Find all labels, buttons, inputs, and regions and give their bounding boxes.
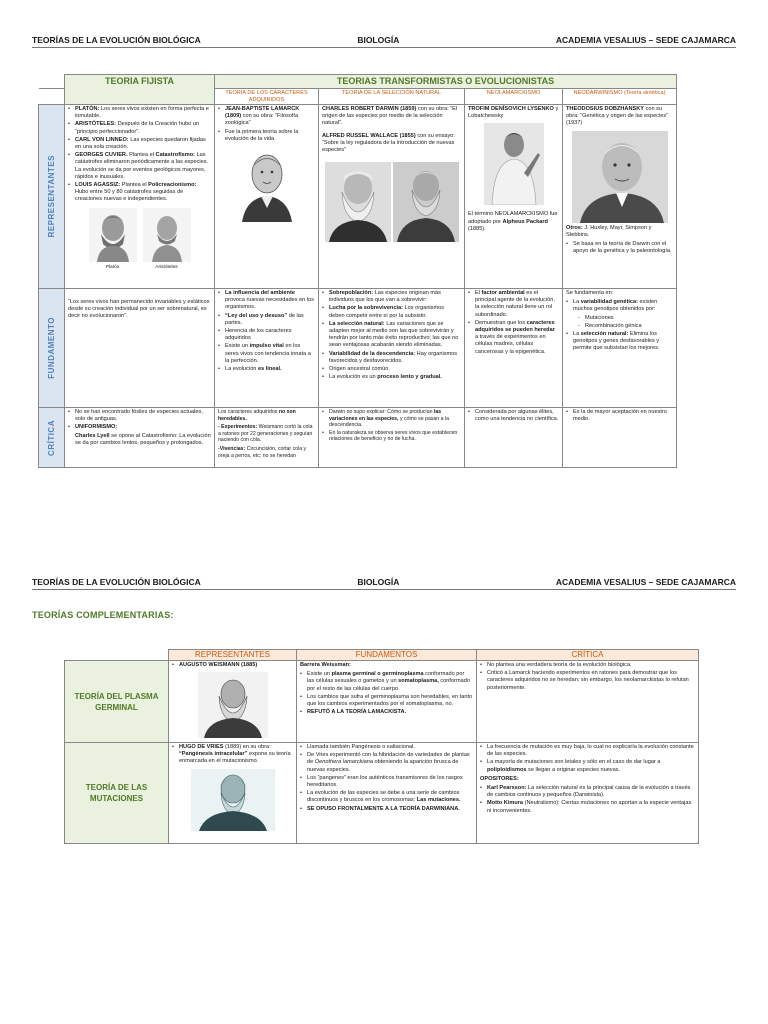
aristotle-portrait: [143, 208, 191, 271]
lamarck-image: [232, 146, 302, 222]
list-item: • El factor ambiental es el principal agente de la evolución, la selección natural tiene un rol subordinado.: [468, 290, 559, 319]
lamarck-subheading: TEORIA DE LOS CARACTERES ADQUIRIDOS: [215, 89, 319, 105]
fijista-heading: TEORIA FIJISTA: [65, 75, 215, 105]
header-title: TEORÍAS DE LA EVOLUCIÓN BIOLÓGICA: [32, 577, 201, 587]
darwin-representantes: CHARLES ROBERT DARWIN (1859) con su obra: “El origen de las especies por medio de la selección natural”. ALFRED RUSSEL WALLACE (1855) con su ensayo: “Sobre la ley reguladora de la introducción de nuevas especies”: [319, 105, 465, 289]
lamarck-portrait: [218, 146, 315, 222]
plasma-germinal-row: [65, 661, 699, 743]
header-subject: BIOLOGÍA: [357, 35, 400, 45]
devries-image: [191, 769, 275, 831]
transformistas-heading: TEORIAS TRANSFORMISTAS O EVOLUCIONISTAS: [215, 75, 677, 89]
dobzhansky-image: [572, 131, 668, 223]
fundamento-row: [39, 289, 677, 408]
list-item: • Lucha por la sobrevivencia: Los organismos deben competir entre sí por la subsistir.: [322, 305, 461, 319]
list-item: • Karl Pearsson: La selección natural es la principal causa de la evolución a través de cambios continuos y pequeños (Darwinista).: [480, 785, 695, 799]
list-item: • PLATÓN: Los seres vivos existen en forma perfecta e inmutable.: [68, 106, 211, 120]
neolamarckismo-fundamento: [465, 289, 563, 408]
mutaciones-row: [65, 743, 699, 844]
list-item: • La frecuencia de mutación es muy baja, lo cual no explicaría la evolución constante de las especies.: [480, 744, 695, 758]
list-item: • GEORGES CUVIER. Plantea el Catastrofismo: Las catástrofes eliminaron periódicamente a las especies. La evolución se da por eventos geológicos mayores, rápidos e inusuales.: [68, 152, 211, 181]
neolamarckismo-representantes: TROFIM DENÍSOVICH LYSENKO y Lobatchewsky El término NEOLAMARCKISMO fue adoptado por Alpheus Packard (1885).: [465, 105, 563, 289]
theory-plasma-germinal: TEORÍA DEL PLASMA GERMINAL: [65, 661, 169, 743]
page-header: [32, 32, 736, 48]
dobzhansky-portrait: [566, 131, 673, 223]
list-item: • Demuestran que los caracteres adquiridos se pueden heredar a través de experimentos en células madres, células cancerosas y la epigenética.: [468, 320, 559, 356]
fijista-portraits: [68, 208, 211, 271]
list-item: • Existe un plasma germinal o germinoplasma conformado por las células sexuales o gametos y un somatoplasma, conformado por el resto de las células del cuerpo.: [300, 671, 473, 693]
bust-plato-image: [89, 208, 137, 262]
list-item: • Origen ancestral común.: [322, 366, 461, 373]
list-item: • ARISTÓTELES: Después de la Creación hubo un “principio perfeccionador”.: [68, 121, 211, 135]
header-title: TEORÍAS DE LA EVOLUCIÓN BIOLÓGICA: [32, 35, 201, 45]
list-item: • No plantea una verdadera teoría de la evolución biológica.: [480, 662, 695, 669]
plasma-critica: [477, 661, 699, 743]
list-item: • LOUIS AGASSIZ: Plantea el Policreacionismo: Hubo entre 50 y 80 catástrofes seguidas de creaciones nuevas e independientes.: [68, 182, 211, 204]
caption-aristotle: Aristóteles: [155, 264, 178, 270]
list-item: • Herencia de los caracteres adquiridos: [218, 328, 315, 342]
plasma-fundamentos: Barrera Weissman: • Existe un plasma germinal o germinoplasma conformado por las células sexuales o gametos y un somatoplasma, conformado por el resto de las células del cuerpo. • Los cambios que sufra el germinoplasma son heredables, en tanto que los cambios experimentados por el somatoplasma, no. • REFUTÓ A LA TEORÍA LAMACKISTA.: [297, 661, 477, 743]
col-representantes: REPRESENTANTES: [169, 650, 297, 661]
darwin-critica: [319, 408, 465, 468]
devries-portrait: [172, 769, 293, 831]
fijista-representantes: [65, 105, 215, 289]
wallace-image: [393, 162, 459, 242]
neodarwinismo-subheading: NEODARWINISMO (Teoría sintética): [563, 89, 677, 105]
lysenko-portrait: [468, 123, 559, 205]
list-item: • REFUTÓ A LA TEORÍA LAMACKISTA.: [300, 709, 473, 716]
list-item: • La influencia del ambiente provoca nuevas necesidades en los organismos.: [218, 290, 315, 312]
representantes-row: [39, 105, 677, 289]
complementary-theories-title: TEORÍAS COMPLEMENTARIAS:: [32, 610, 174, 620]
comp-header-row: [65, 650, 699, 661]
list-item: • JEAN-BAPTISTE LAMARCK (1809) con su obra: “Filosofía zoológica”: [218, 106, 315, 128]
list-item: • Darwin no supo explicar: Cómo se producían las variaciones en las especies, y cómo se pasan a la descendencia.: [322, 409, 461, 429]
list-item: - Recombinación génica: [578, 323, 673, 330]
list-item: • Fue la primera teoría sobre la evolución de la vida: [218, 129, 315, 143]
darwin-image: [325, 162, 391, 242]
neodarwinismo-representantes: THEODOSIUS DOBZHANSKY con su obra: “Genética y origen de las especies” (1937) Otros: J. Huxley, Mayr, Simpson y Stebbins. • Se basa en la teoría de Darwin con el apoyo de la genética y la paleontología.: [563, 105, 677, 289]
list-item: • SE OPUSO FRONTALMENTE A LA TEORÍA DARWINIANA.: [300, 806, 473, 813]
mutaciones-fundamentos: [297, 743, 477, 844]
list-item: • Se basa en la teoría de Darwin con el apoyo de la genética y la paleontología.: [566, 241, 673, 255]
list-item: • Llamada también Pangénesis o saltacional.: [300, 744, 473, 751]
list-item: • CARL VON LINNEO: Las especies quedaron fijadas en una sola creación.: [68, 137, 211, 151]
header-academy: ACADEMIA VESALIUS – SEDE CAJAMARCA: [555, 35, 736, 45]
list-item: • UNIFORMISMO:: [68, 424, 211, 431]
list-item: • Existe un impulso vital en los seres vivos con tendencia innata a la perfección.: [218, 343, 315, 365]
darwin-subheading: TEORIA DE LA SELECCIÓN NATURAL: [319, 89, 465, 105]
list-item: • Los cambios que sufra el germinoplasma son heredables, en tanto que los cambios experimentados por el somatoplasma, no.: [300, 694, 473, 708]
neodarwinismo-critica: [563, 408, 677, 468]
darwin-wallace-portraits: [322, 162, 461, 242]
mutaciones-critica: • La frecuencia de mutación es muy baja, lo cual no explicaría la evolución constante de las especies. • La mayoría de mutaciones son letales y sólo en el caso de dar lugar a poliploidismos se llegan a originar especies nuevas. OPOSITORES: • Karl Pearsson: La selección natural es la principal causa de la evolución a través de cambios continuos y pequeños (Darwinista). • Motto Kimura (Neutralismo): Ciertas mutaciones no aportan a la especie ventajas ni inconvenientes.: [477, 743, 699, 844]
weismann-representante: [169, 661, 297, 743]
fijista-fundamento: “Los seres vivos han permanecido invariables y estáticos desde su creación individual por un ser sobrenatural, es decir no evolucionaron”.: [65, 289, 215, 408]
list-item: • La selección natural: Las variaciones que se adapten mejor al medio son las que sobrevivirán y tendrán por tanto más éxito reproductivo; las que no sean ventajosas acabarán siendo eliminadas.: [322, 321, 461, 350]
header-academy: ACADEMIA VESALIUS – SEDE CAJAMARCA: [555, 577, 736, 587]
list-item: • AUGUSTO WEISMANN (1885): [172, 662, 293, 669]
neolamarckismo-critica: [465, 408, 563, 468]
evolution-theories-table: [38, 74, 677, 468]
list-item: • Motto Kimura (Neutralismo): Ciertas mutaciones no aportan a la especie ventajas ni inconvenientes.: [480, 800, 695, 814]
neolamarckismo-subheading: NEOLAMARCKISMO: [465, 89, 563, 105]
list-item: • La selección natural: Elimina los genotipos y genes desfavorables y permite que subsistan los mejores.: [566, 331, 673, 353]
col-critica: CRÍTICA: [477, 650, 699, 661]
fijista-critica: • No se han encontrado fósiles de especies actuales, solo de antiguas. • UNIFORMISMO: Charles Lyell se opone al Catastrofismo: La evolución se da por cambios lentos, pequeños y prolongados.: [65, 408, 215, 468]
lamarck-representantes: [215, 105, 319, 289]
list-item: • Considerada por algunas élites, como una tendencia no científica.: [468, 409, 559, 423]
neodarwinismo-fundamento: Se fundamenta en: • La variabilidad genética: existen muchos genotipos obtenidos por: - Mutaciones - Recombinación génica • La selección natural: Elimina los genotipos y genes desfavorables y permite que subsistan los mejores.: [563, 289, 677, 408]
plato-portrait: [89, 208, 137, 271]
list-item: • En la naturaleza se observa seres vivos que establecen relaciones de beneficio y no de lucha.: [322, 430, 461, 443]
list-item: • No se han encontrado fósiles de especies actuales, solo de antiguas.: [68, 409, 211, 423]
list-item: - Mutaciones: [578, 315, 673, 322]
weismann-portrait: [172, 672, 293, 738]
lamarck-critica: Los caracteres adquiridos no son heredables. - Experimentos: Weismann cortó la cola a ratones por 22 generaciones y seguían naciendo con cola. -Vivencias: Circuncisión, cortar cola y oreja a perros, etc; no se heredan: [215, 408, 319, 468]
devries-representante: [169, 743, 297, 844]
lamarck-fundamento: [215, 289, 319, 408]
list-item: • Variabilidad de la descendencia: Hay organismos favorecidos y desfavorecidos.: [322, 351, 461, 365]
list-item: • La evolución de las especies se debe a una serie de cambios discontinuos y bruscos en los cromosomas: Las mutaciones.: [300, 790, 473, 804]
page-header-2: [32, 574, 736, 590]
row-label-fundamento: FUNDAMENTO: [39, 289, 65, 408]
list-item: • Los “pangenes” eran los auténticos transmisores de los rasgos hereditarios.: [300, 775, 473, 789]
row-label-critica: CRÍTICA: [39, 408, 65, 468]
list-item: • La variabilidad genética: existen muchos genotipos obtenidos por:: [566, 299, 673, 313]
lysenko-image: [484, 123, 544, 205]
list-item: • De Vries experimentó con la hibridación de variedades de plantas de Oenothera lamarckiana obteniendo la aparición brusca de nuevas especies.: [300, 752, 473, 774]
list-item: • HUGO DE VRIES (1889) en su obra: “Pangénesis intracelular” expone su teoría enmarcada en el mutacionismo.: [172, 744, 293, 766]
bust-aristotle-image: [143, 208, 191, 262]
list-item: • Sobrepoblación: Las especies originan más individuos que los que van a sobrevivir:: [322, 290, 461, 304]
table-header-row: [39, 75, 677, 89]
theory-mutaciones: TEORÍA DE LAS MUTACIONES: [65, 743, 169, 844]
caption-plato: Platón: [105, 264, 120, 270]
list-item: • La mayoría de mutaciones son letales y sólo en el caso de dar lugar a poliploidismos se llegan a originar especies nuevas.: [480, 759, 695, 773]
complementary-theories-table: [64, 649, 699, 844]
list-item: • “Ley del uso y desuso” de las partes.: [218, 313, 315, 327]
critica-row: [39, 408, 677, 468]
weismann-image: [198, 672, 268, 738]
darwin-fundamento: [319, 289, 465, 408]
list-item: • Criticó a Lamarck haciendo experimentos en ratones para demostrar que los caracteres adquiridos no se heredan; sin embargo, los neolamarckistas lo refutan posteriormente.: [480, 670, 695, 692]
list-item: • La evolución es lineal.: [218, 366, 315, 373]
list-item: • Es la de mayor aceptación en nuestro medio.: [566, 409, 673, 423]
col-fundamentos: FUNDAMENTOS: [297, 650, 477, 661]
row-label-representantes: REPRESENTANTES: [39, 105, 65, 289]
list-item: • La evolución es un proceso lento y gradual.: [322, 374, 461, 381]
header-subject: BIOLOGÍA: [357, 577, 400, 587]
